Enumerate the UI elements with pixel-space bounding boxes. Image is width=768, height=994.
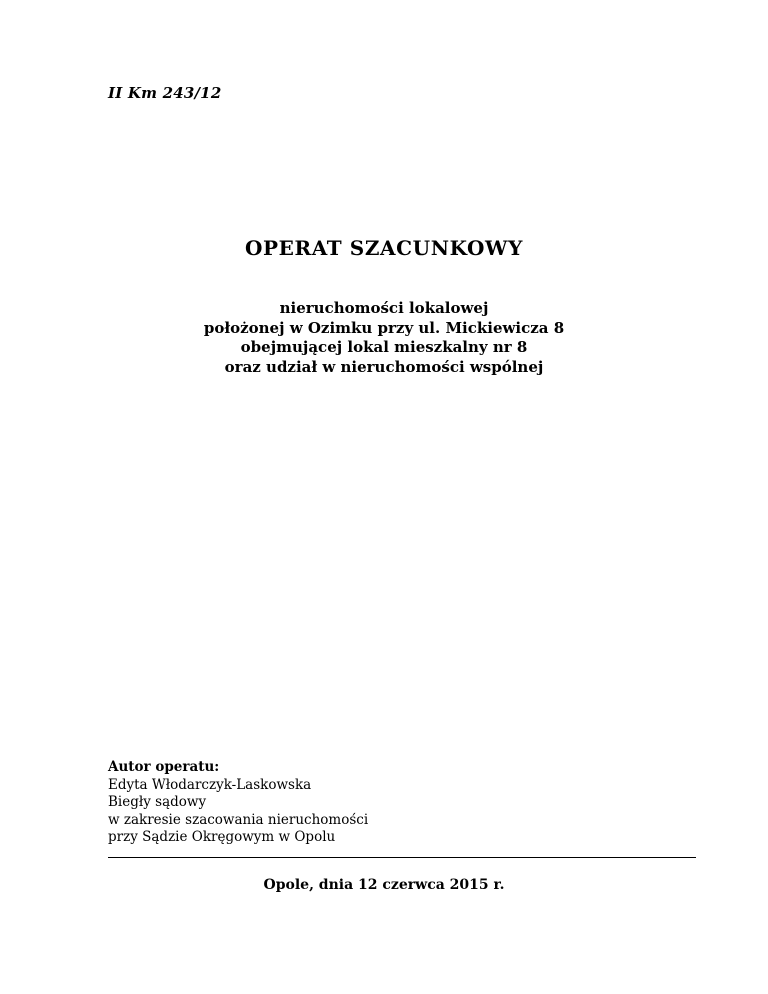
place-and-date: Opole, dnia 12 czerwca 2015 r. <box>263 877 505 893</box>
author-role-line: Biegły sądowy <box>108 794 207 810</box>
subtitle-line: nieruchomości lokalowej <box>279 299 489 317</box>
subtitle-line: położonej w Ozimku przy ul. Mickiewicza 8 <box>203 318 565 337</box>
author-heading: Autor operatu: <box>108 759 220 775</box>
horizontal-divider <box>108 857 696 858</box>
document-subtitle <box>0 299 768 377</box>
document-title: OPERAT SZACUNKOWY <box>244 236 523 260</box>
case-number: II Km 243/12 <box>108 84 222 102</box>
subtitle-line: oraz udział w nieruchomości wspólnej <box>224 357 544 376</box>
author-block <box>108 759 368 847</box>
author-role-line: przy Sądzie Okręgowym w Opolu <box>108 829 336 845</box>
subtitle-line: obejmującej lokal mieszkalny nr 8 <box>240 338 528 356</box>
author-name: Edyta Włodarczyk-Laskowska <box>108 776 312 793</box>
author-role-line: w zakresie szacowania nieruchomości <box>108 811 369 828</box>
